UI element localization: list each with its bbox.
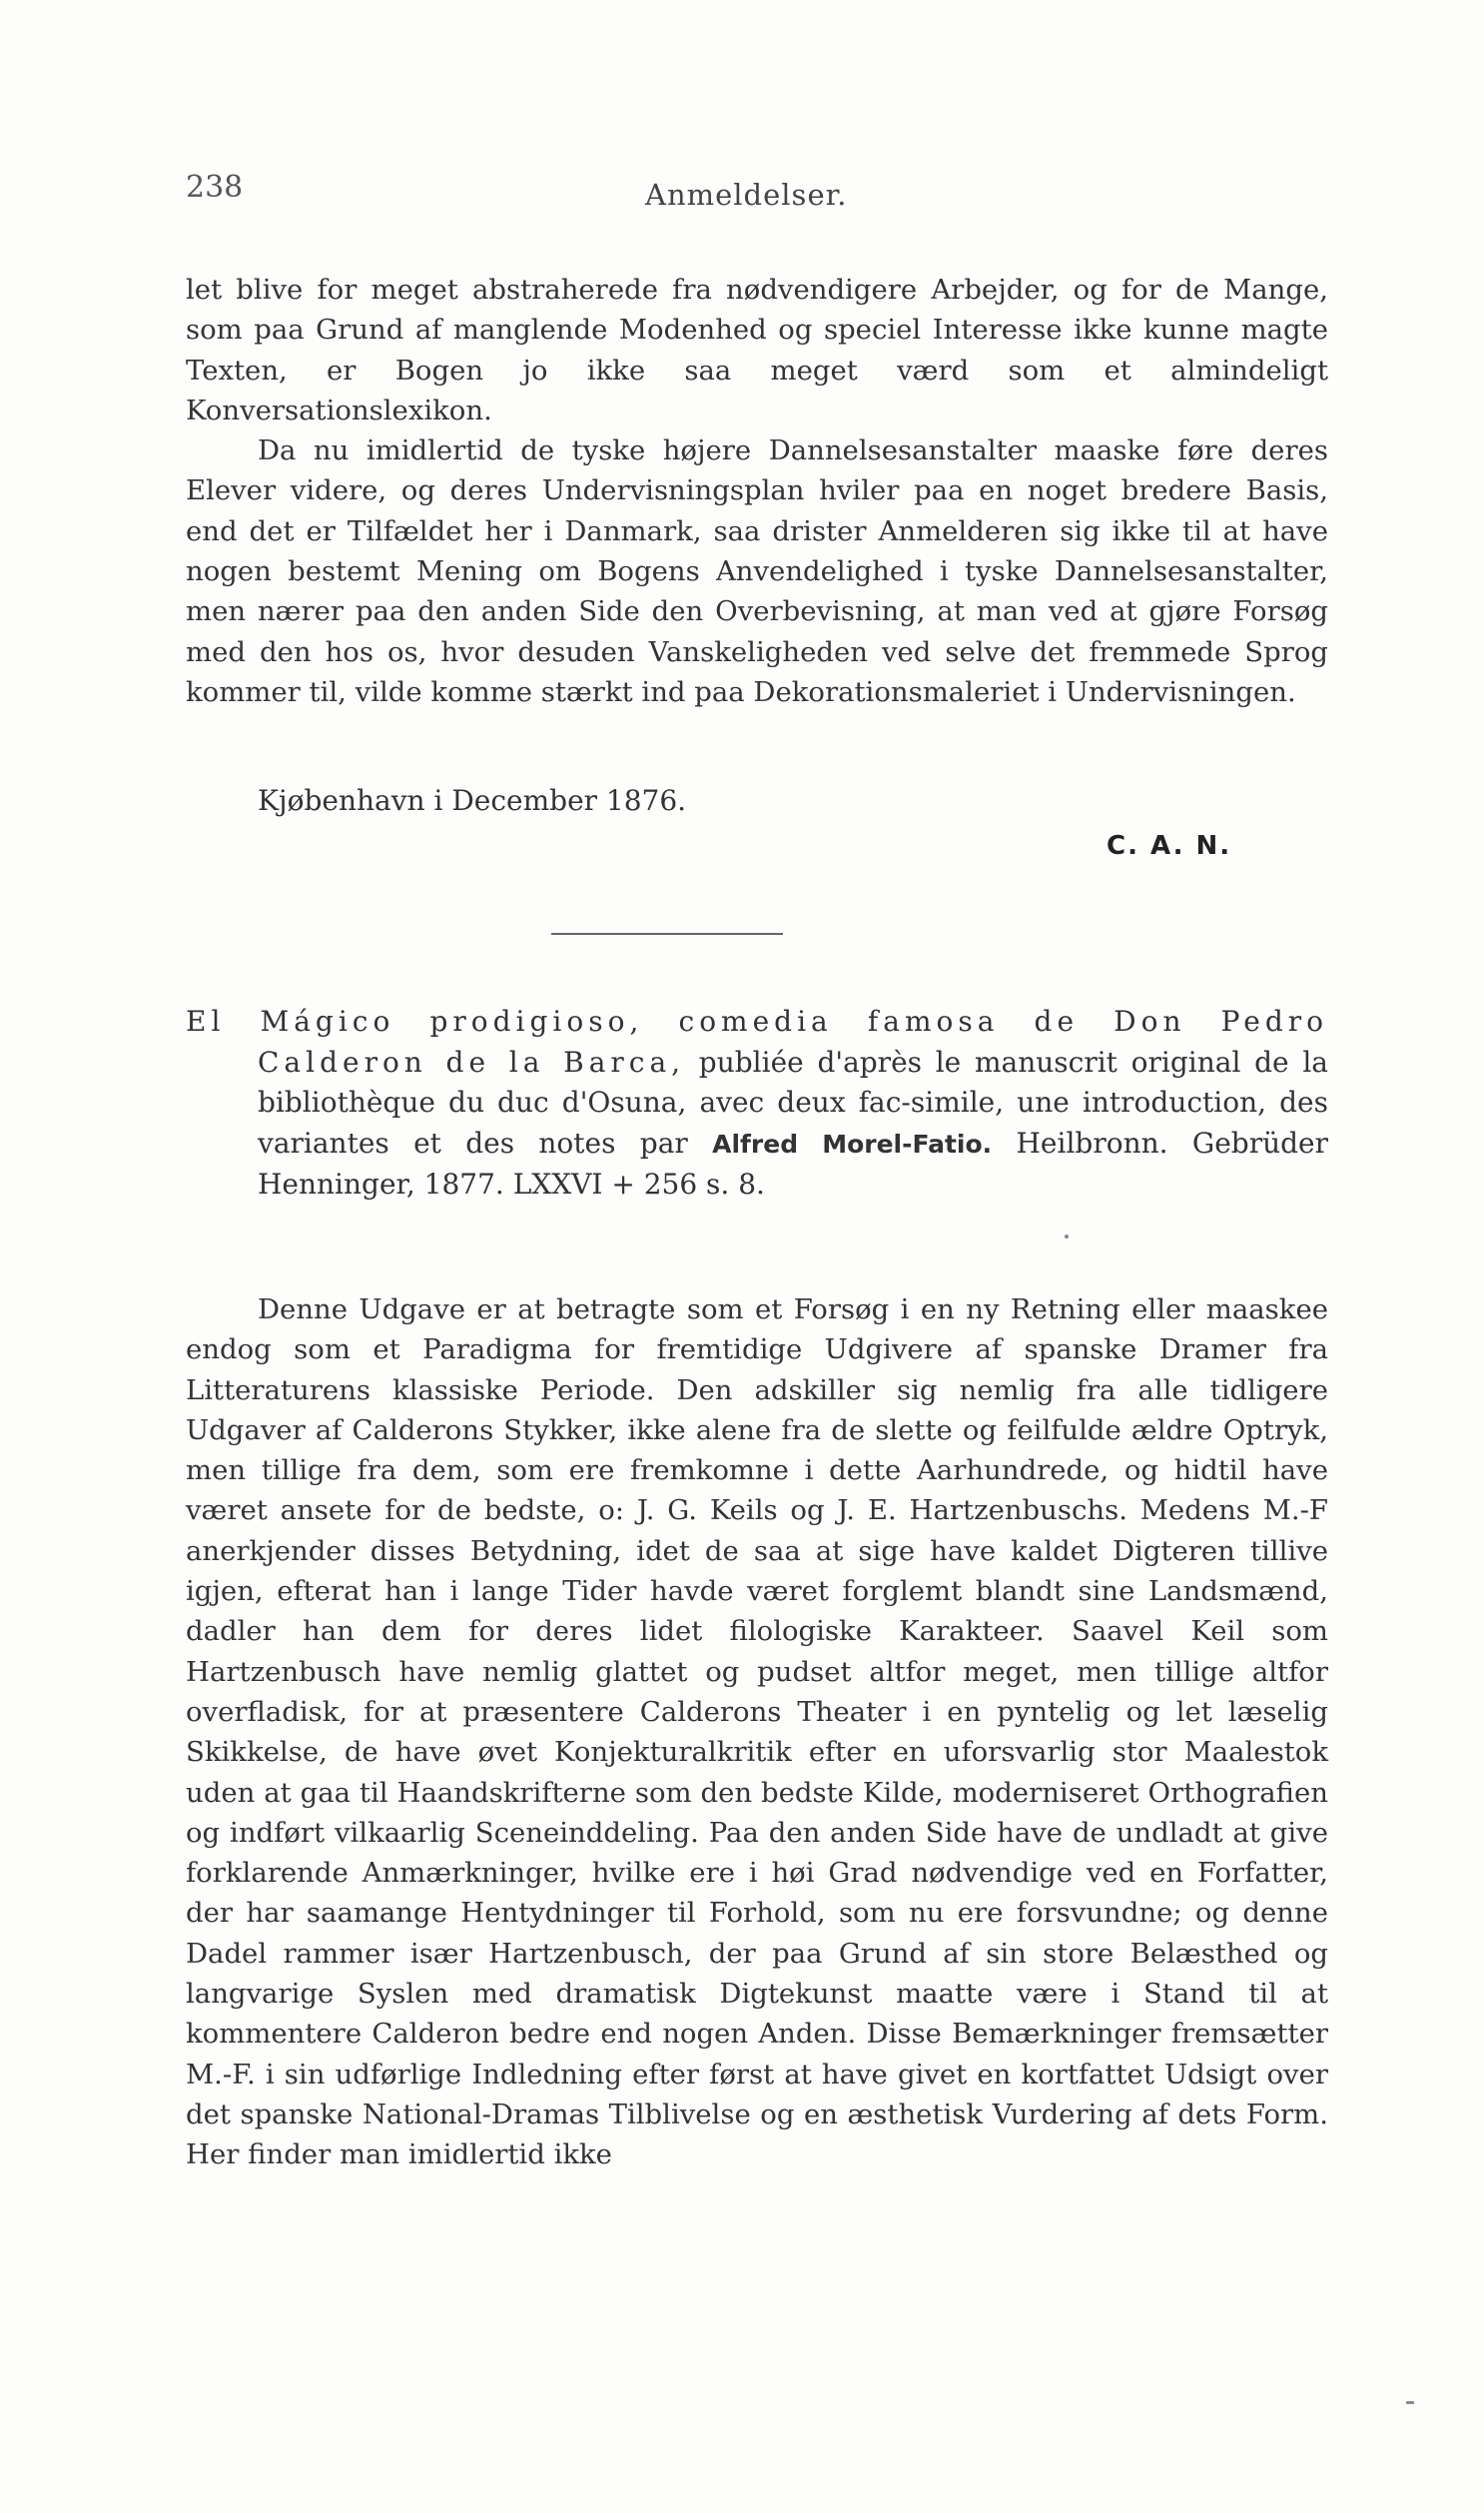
print-speck (1065, 1235, 1069, 1239)
review-1-signature: C. A. N. (1107, 831, 1232, 861)
review-2-text (186, 1289, 1328, 2175)
review-1-dateline: Kjøbenhavn i December 1876. (258, 784, 687, 817)
review-1-text (186, 270, 1328, 712)
review-2-citation-text: publiée d'après le manuscrit original de la bibliothèque du duc d'Osuna, avec deux fac-simile, une introduction, des variantes et des notes par (258, 1045, 1328, 1160)
section-divider (551, 933, 783, 935)
review-2-title: El Mágico prodigioso, comedia famosa de Don Pedro Calderon de la Barca, (186, 1005, 1328, 1079)
review-1-paragraph-1: let blive for meget abstraherede fra nødvendigere Arbejder, og for de Mange, som paa Grund af manglende Modenhed og speciel Interesse ikke kunne magte Texten, er Bogen jo ikke saa meget værd som et almindeligt Konversationslexikon. (186, 274, 1328, 426)
running-head: Anmeldelser. (645, 178, 848, 212)
review-2-imprint: Heilbronn. Gebrüder Henninger, 1877. LXXVI + 256 s. 8. (258, 1126, 1329, 1201)
review-1-paragraph-2: Da nu imidlertid de tyske højere Dannelsesanstalter maaske føre deres Elever videre, og deres Undervisningsplan hviler paa en noget bredere Basis, end det er Tilfældet her i Danmark, saa drister Anmelderen sig ikke til at have nogen bestemt Mening om Bogens Anvendelighed i tyske Dannelsesanstalter, men nærer paa den anden Side den Overbevisning, at man ved at gjøre Forsøg med den hos os, hvor desuden Vanskeligheden ved selve det fremmede Sprog kommer til, vilde komme stærkt ind paa Dekorationsmaleriet i Undervisningen. (186, 434, 1328, 708)
page-header (186, 160, 1344, 220)
page-number: 238 (186, 170, 244, 205)
review-2-paragraph-1: Denne Udgave er at betragte som et Forsøg i en ny Retning eller maaskee endog som et Paradigma for fremtidige Udgivere af spanske Dramer fra Litteraturens klassiske Periode. Den adskiller sig nemlig fra alle tidligere Udgaver af Calderons Stykker, ikke alene fra de slette og feilfulde ældre Optryk, men tillige fra dem, som ere fremkomne i dette Aarhundrede, og hidtil have været ansete for de bedste, o: J. G. Keils og J. E. Hartzenbuschs. Medens M.-F anerkjender disses Betydning, idet de saa at sige have kaldet Digteren tillive igjen, efterat han i lange Tider havde været forglemt blandt sine Landsmænd, dadler han dem for deres lidet filologiske Karakteer. Saavel Keil som Hartzenbusch have nemlig glattet og pudset altfor meget, men tillige altfor overfladisk, for at præsentere Calderons Theater i en pyntelig og let læselig Skikkelse, de have øvet Konjekturalkritik efter en uforsvarlig stor Maalestok uden at gaa til Haandskrifterne som den bedste Kilde, moderniseret Orthografien og indført vilkaarlig Sceneinddeling. Paa den anden Side have de undladt at give forklarende Anmærkninger, hvilke ere i høi Grad nødvendige ved en Forfatter, der har saamange Hentydninger til Forhold, som nu ere forsvundne; og denne Dadel rammer især Hartzenbusch, der paa Grund af sin store Belæsthed og langvarige Syslen med dramatisk Digtekunst maatte være i Stand til at kommentere Calderon bedre end nogen Anden. Disse Bemærkninger fremsætter M.-F. i sin udførlige Indledning efter først at have givet en kortfattet Udsigt over det spanske National-Dramas Tilblivelse og en æsthetisk Vurdering af dets Form. Her finder man imidlertid ikke (186, 1293, 1328, 2171)
review-2-author: Alfred Morel-Fatio. (712, 1129, 993, 1159)
print-speck (1406, 2401, 1414, 2404)
review-2-citation (186, 1002, 1328, 1206)
